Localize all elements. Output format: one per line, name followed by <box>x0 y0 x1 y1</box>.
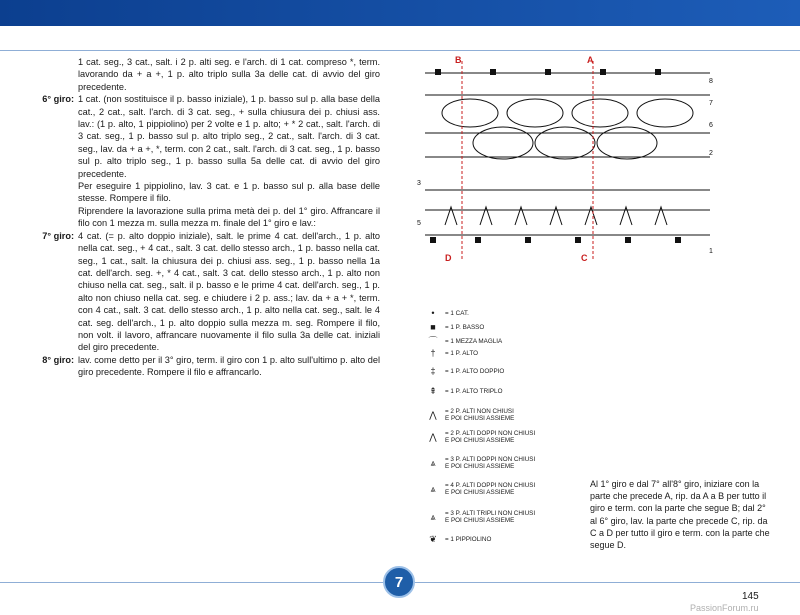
round-6: 6° giro: 1 cat. (non sostituisce il p. basso iniziale), 1 p. basso sul p. alla base della cat., 2 cat., salt. l'arch. di 3 cat. seg., + sulla chiusura dei p. chiusi ass. lav.: (1 p. alto, 1 pippiolino) per 2 volte e 1 p. alto; + * 2 cat., salt. l'arch. di 3 cat. seg., 1 p. basso sul p. alto triplo seg., 2 cat., salt. l'arch. di 3 cat. seg., lav. da + a +, *, term. con 2 cat., salt. l'arch. di 3 cat. seg., 1 p. basso sul p. alto triplo seg., 1 p. basso sulla 5a delle cat. di avvio del giro precedente. <box>42 94 380 179</box>
legend-item: ■ = 1 P. BASSO <box>425 324 484 331</box>
svg-text:3: 3 <box>417 180 421 187</box>
legend-item: ⩓ = 4 P. ALTI DOPPI NON CHIUSI E POI CHIUSI ASSIEME <box>425 482 535 496</box>
chart-label-a: A <box>587 55 594 65</box>
watermark: PassionForum.ru <box>690 603 759 613</box>
intro-paragraph: 1 cat. seg., 3 cat., salt. i 2 p. alti seg. e l'arch. di 1 cat. compreso *, term. lavorando da + a +, 1 p. alto triplo sulla 3a delle cat. di avvio del giro precedente. <box>78 57 380 92</box>
svg-text:1: 1 <box>709 248 713 255</box>
crochet-chart <box>415 55 720 270</box>
chart-label-c: C <box>581 253 588 263</box>
tr2tog-icon: ⋀ <box>429 431 437 442</box>
resume-note: Riprendere la lavorazione sulla prima metà dei p. del 1° giro. Affrancare il filo con 1 mezza m. sulla mezza m. finale del 1° giro e lav.: <box>78 205 380 229</box>
page-number: 145 <box>742 591 759 602</box>
svg-text:7: 7 <box>709 100 713 107</box>
picot-note: Per eseguire 1 pippiolino, lav. 3 cat. e 1 p. basso sul p. alla base delle stesse. Rompere il filo. <box>78 181 380 204</box>
legend-item: ⋀ = 2 P. ALTI NON CHIUSI E POI CHIUSI ASSIEME <box>425 408 514 422</box>
svg-text:2: 2 <box>709 150 713 157</box>
svg-text:6: 6 <box>709 122 713 129</box>
round-8: 8° giro: lav. come detto per il 3° giro, term. il giro con 1 p. alto sull'ultimo p. alto del giro precedente. Rompere il filo e affrancarlo. <box>42 354 380 378</box>
trtr3tog-icon: ⩓ <box>430 511 436 522</box>
legend-item: ⩓ = 3 P. ALTI DOPPI NON CHIUSI E POI CHIUSI ASSIEME <box>425 456 535 470</box>
tr4tog-icon: ⩓ <box>430 483 436 494</box>
header-rule <box>0 50 800 51</box>
treble-crochet-icon: ‡ <box>430 366 436 376</box>
triple-treble-icon: ⇞ <box>429 386 437 396</box>
double-crochet-icon: † <box>430 348 436 358</box>
legend-item: ⩓ = 3 P. ALTI TRIPLI NON CHIUSI E POI CHIUSI ASSIEME <box>425 510 535 524</box>
chart-label-b: B <box>455 55 462 65</box>
round-7: 7° giro: 4 cat. (= p. alto doppio iniziale), salt. le prime 4 cat. dell'arch., 1 p. alto nella cat. seg., + 4 cat., salt. 3 cat. dello stesso arch., 1 p. basso nella cat. seg., 1 cat., salt. la chiusura dei p. chiusi ass. seg., 1 p. basso nella 1a cat. dell'arch. seg. +, * 4 cat., salt. 3 cat. dello stesso arch., 1 p. alto non chiuso nella cat. seg., salt. il p. basso e le prime 4 cat. dell'arch. seg., 1 p. alto non chiuso nella cat. seg. e chiudere i 2 p. ass.; lav. da + a + *, term. con 4 cat., salt. 3 cat. dello stesso arch., 1 p. alto nella cat. seg., salt. le 4 cat. seg. dell'arch., 1 p. alto doppio sulla mezza m. seg. Rompere il filo, non volt. il lavoro, affrancare nuovamente il filo sulla 3a delle cat. iniziali del giro precedente. <box>42 230 380 353</box>
slip-stitch-icon: ⌒ <box>428 336 438 346</box>
tr3tog-icon: ⩓ <box>430 457 436 468</box>
instructions-column <box>38 56 380 379</box>
repeat-note: Al 1° giro e dal 7° all'8° giro, iniziare con la parte che precede A, rip. da A a B per tutto il giro e term. con la parte che segue B; dal 2° al 6° giro, lav. la parte che precede C, rip. da C a D per tutto il giro e term. con la parte che segue D. <box>590 479 770 551</box>
legend-item: ❦ = 1 PIPPIOLINO <box>425 536 491 543</box>
header-bar <box>0 0 800 26</box>
legend-item: ⋀ = 2 P. ALTI DOPPI NON CHIUSI E POI CHIUSI ASSIEME <box>425 430 535 444</box>
chapter-badge: 7 <box>383 566 415 598</box>
chart-label-d: D <box>445 253 452 263</box>
dc2tog-icon: ⋀ <box>429 409 437 420</box>
svg-text:5: 5 <box>417 220 421 227</box>
legend-item: ⇞ = 1 P. ALTO TRIPLO <box>425 388 502 395</box>
picot-icon: ❦ <box>429 534 437 544</box>
legend-item: ⌒ = 1 MEZZA MAGLIA <box>425 338 502 345</box>
legend-item: • = 1 CAT. <box>425 310 469 317</box>
single-crochet-icon: ■ <box>430 322 436 332</box>
svg-text:8: 8 <box>709 78 713 85</box>
legend-item: ‡ = 1 P. ALTO DOPPIO <box>425 368 504 375</box>
chain-stitch-icon: • <box>431 308 435 318</box>
legend-item: † = 1 P. ALTO <box>425 350 478 357</box>
